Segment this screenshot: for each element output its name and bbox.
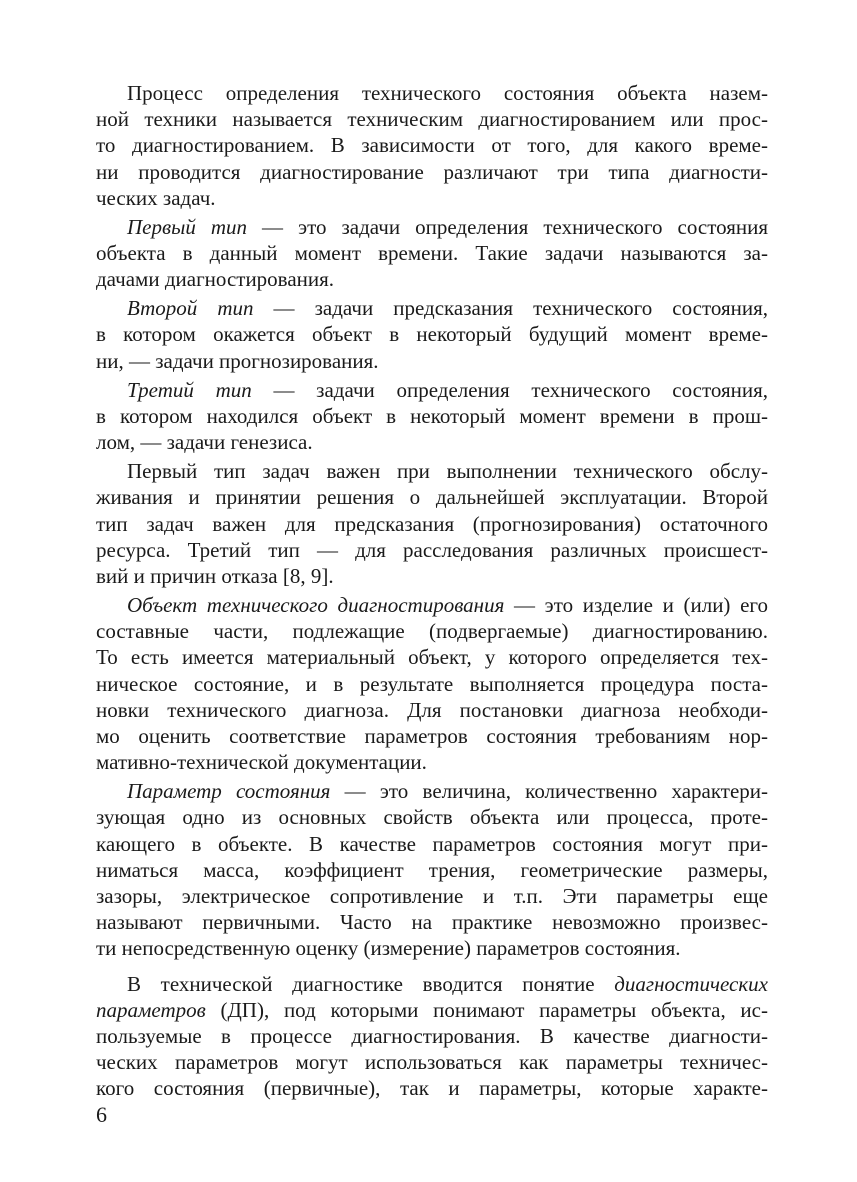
term-italic: Первый тип xyxy=(127,214,248,239)
text-line: кого состояния (первичные), так и параметры, которые характе- xyxy=(96,1076,768,1101)
text-line: тип задач важен для предсказания (прогнозирования) остаточного xyxy=(96,511,768,536)
text-line: параметров (ДП), под которыми понимают параметры объекта, ис- xyxy=(96,997,768,1022)
text-line: называют первичными. Часто на практике невозможно произвес- xyxy=(96,910,768,935)
text-line: живания и принятии решения о дальнейшей эксплуатации. Второй xyxy=(96,485,768,510)
text-line: Первый тип задач важен при выполнении технического обслу- xyxy=(127,459,768,484)
paragraph-4 xyxy=(96,377,768,456)
text-line: в котором окажется объект в некоторый будущий момент време- xyxy=(96,322,768,347)
text-line: То есть имеется материальный объект, у которого определяется тех- xyxy=(96,645,768,670)
text-line: Первый тип — это задачи определения технического состояния xyxy=(127,214,768,239)
paragraph-5 xyxy=(96,458,768,589)
paragraph-8 xyxy=(96,971,768,1102)
term-italic: Объект технического диагностирования xyxy=(127,593,505,618)
text-line: ническое состояние, и в результате выполняется процедура поста- xyxy=(96,671,768,696)
text-line: Второй тип — задачи предсказания технического состояния, xyxy=(127,296,768,321)
text-line: новки технического диагноза. Для постановки диагноза необходи- xyxy=(96,697,768,722)
text-line: лом, — задачи генезиса. xyxy=(96,430,313,455)
text-line: ной техники называется техническим диагностированием или прос- xyxy=(96,107,768,132)
text-line: мативно-технической документации. xyxy=(96,750,427,775)
term-italic: диагностических xyxy=(614,971,768,996)
text-line: вий и причин отказа [8, 9]. xyxy=(96,563,334,588)
term-italic: параметров xyxy=(96,997,206,1022)
term-italic: Параметр состояния xyxy=(127,779,331,804)
text-line: кающего в объекте. В качестве параметров состояния могут при- xyxy=(96,831,768,856)
paragraph-1 xyxy=(96,80,768,211)
page-number: 6 xyxy=(96,1102,107,1127)
term-italic: Третий тип xyxy=(127,377,252,402)
text-line: Третий тип — задачи определения технического состояния, xyxy=(127,377,768,402)
text-line: В технической диагностике вводится понятие диагностических xyxy=(127,971,768,996)
text-line: объекта в данный момент времени. Такие задачи называются за- xyxy=(96,241,768,266)
text-line: ти непосредственную оценку (измерение) параметров состояния. xyxy=(96,936,681,961)
text-line: ни, — задачи прогнозирования. xyxy=(96,348,379,373)
text-line: Параметр состояния — это величина, количественно характери- xyxy=(127,779,768,804)
paragraph-2 xyxy=(96,214,768,293)
text-line: ческих задач. xyxy=(96,185,216,210)
text-line: пользуемые в процессе диагностирования. В качестве диагности- xyxy=(96,1023,768,1048)
term-italic: Второй тип xyxy=(127,296,254,321)
text-line: то диагностированием. В зависимости от того, для какого време- xyxy=(96,133,768,158)
text-line: мо оценить соответствие параметров состояния требованиям нор- xyxy=(96,723,768,748)
paragraph-3 xyxy=(96,295,768,374)
paragraph-7 xyxy=(96,778,768,961)
text-line: составные части, подлежащие (подвергаемые) диагностированию. xyxy=(96,619,768,644)
text-line: Процесс определения технического состояния объекта назем- xyxy=(127,81,768,105)
text-line: Объект технического диагностирования — это изделие и (или) его xyxy=(127,593,768,618)
text-line: ниматься масса, коэффициент трения, геометрические размеры, xyxy=(96,857,768,882)
paragraph-6 xyxy=(96,592,768,775)
page-body xyxy=(96,80,768,1101)
text-line: зазоры, электрическое сопротивление и т.п. Эти параметры еще xyxy=(96,883,768,908)
text-line: ни проводится диагностирование различают три типа диагности- xyxy=(96,159,768,184)
text-line: зующая одно из основных свойств объекта или процесса, проте- xyxy=(96,805,768,830)
text-line: ческих параметров могут использоваться как параметры техничес- xyxy=(96,1050,768,1075)
text-line: дачами диагностирования. xyxy=(96,267,335,292)
text-line: в котором находился объект в некоторый момент времени в прош- xyxy=(96,403,768,428)
text-line: ресурса. Третий тип — для расследования различных происшест- xyxy=(96,537,768,562)
